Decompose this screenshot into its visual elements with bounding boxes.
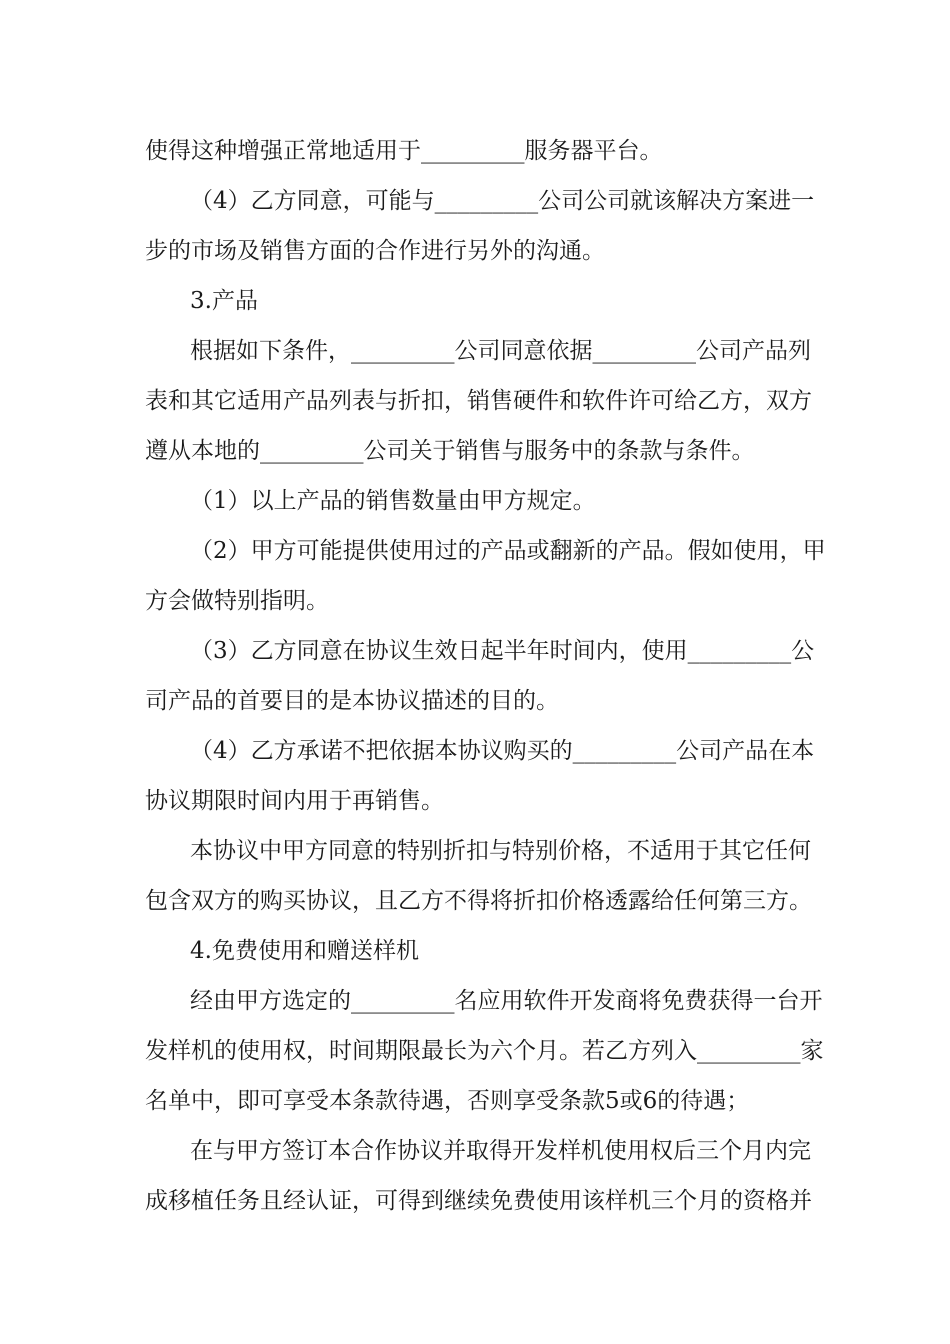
text-line: 在与甲方签订本合作协议并取得开发样机使用权后三个月内完 [190,1138,811,1164]
text-line: 表和其它适用产品列表与折扣，销售硬件和软件许可给乙方，双方 [145,388,812,414]
text-line: 本协议中甲方同意的特别折扣与特别价格，不适用于其它任何 [190,838,811,864]
text-line: 经由甲方选定的_________名应用软件开发商将免费获得一台开 [190,988,823,1014]
section-heading: 3.产品 [190,288,258,314]
text-line: （3）乙方同意在协议生效日起半年时间内，使用_________公 [190,638,815,664]
text-line: 发样机的使用权，时间期限最长为六个月。若乙方列入_________家 [145,1038,824,1064]
section-heading: 4.免费使用和赠送样机 [190,938,419,964]
text-line: 司产品的首要目的是本协议描述的目的。 [145,688,559,714]
text-line: （4）乙方承诺不把依据本协议购买的_________公司产品在本 [190,738,815,764]
text-line: （2）甲方可能提供使用过的产品或翻新的产品。假如使用，甲 [190,538,826,564]
text-line: 步的市场及销售方面的合作进行另外的沟通。 [145,238,605,264]
text-line: 使得这种增强正常地适用于_________服务器平台。 [145,138,663,164]
text-line: 方会做特别指明。 [145,588,329,614]
text-line: 名单中，即可享受本条款待遇，否则享受条款5或6的待遇； [145,1088,750,1114]
text-line: 包含双方的购买协议，且乙方不得将折扣价格透露给任何第三方。 [145,888,812,914]
text-line: （4）乙方同意，可能与_________公司公司就该解决方案进一 [190,188,815,214]
text-line: （1）以上产品的销售数量由甲方规定。 [190,488,596,514]
text-line: 遵从本地的_________公司关于销售与服务中的条款与条件。 [145,438,755,464]
text-line: 成移植任务且经认证，可得到继续免费使用该样机三个月的资格并 [145,1188,812,1214]
text-line: 根据如下条件，_________公司同意依据_________公司产品列 [190,338,811,364]
text-line: 协议期限时间内用于再销售。 [145,788,444,814]
